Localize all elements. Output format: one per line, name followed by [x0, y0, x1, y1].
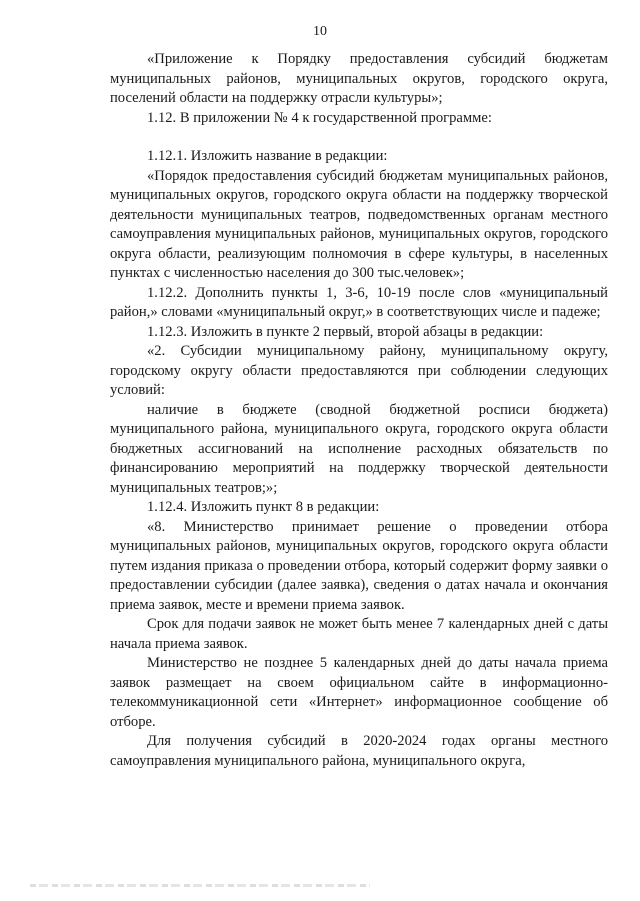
paragraph-appendix-title: «Приложение к Порядку предоставления субсидий бюджетам муниципальных районов, муниципальных округов, городского округа, поселений области на поддержку отрасли культуры»;	[110, 51, 608, 106]
paragraph-deadline: Срок для подачи заявок не может быть менее 7 календарных дней с даты начала приема заявок.	[110, 616, 608, 652]
scan-artifact-line	[30, 884, 370, 887]
paragraph-clause-2: «2. Субсидии муниципальному району, муниципальному округу, городскому округу области предоставляются при соблюдении следующих условий:	[110, 343, 608, 398]
paragraph-announcement: Министерство не позднее 5 календарных дней до даты начала приема заявок размещает на своем официальном сайте в информационно-телекоммуникационной сети «Интернет» информационное сообщение об отборе.	[110, 655, 608, 730]
document-body	[110, 50, 608, 771]
paragraph-1-12-2: 1.12.2. Дополнить пункты 1, 3-6, 10-19 после слов «муниципальный район,» словами «муниципальный округ,» в соответствующих числе и падеже;	[110, 284, 608, 320]
blank-line	[110, 128, 608, 147]
paragraph-clause-8: «8. Министерство принимает решение о проведении отбора муниципальных районов, муниципальных округов, городского округа области путем издания приказа о проведении отбора, который содержит форму заявки о предоставлении субсидии (далее заявка), сведения о датах начала и окончания приема заявок, месте и времени приема заявок.	[110, 518, 608, 613]
paragraph-condition: наличие в бюджете (сводной бюджетной росписи бюджета) муниципального района, муниципального округа, городского округа области бюджетных ассигнований на исполнение расходных обязательств по финансированию мероприятий на поддержку творческой деятельности муниципальных театров;»;	[110, 401, 608, 496]
paragraph-1-12: 1.12. В приложении № 4 к государственной программе:	[147, 109, 492, 126]
paragraph-subsidies-2020-2024: Для получения субсидий в 2020-2024 годах органы местного самоуправления муниципального района, муниципального округа,	[110, 733, 608, 769]
paragraph-procedure-title: «Порядок предоставления субсидий бюджетам муниципальных районов, муниципальных округов, городского округа области на поддержку творческой деятельности муниципальных театров, подведомственных органам местного самоуправления муниципальных районов, муниципальных округов, городского округа области, реализующим полномочия в сфере культуры, в населенных пунктах с численностью населения до 300 тыс.человек»;	[110, 167, 608, 281]
paragraph-1-12-3: 1.12.3. Изложить в пункте 2 первый, второй абзацы в редакции:	[147, 323, 544, 340]
page-number: 10	[313, 24, 327, 39]
paragraph-1-12-1: 1.12.1. Изложить название в редакции:	[147, 148, 388, 164]
paragraph-1-12-4: 1.12.4. Изложить пункт 8 в редакции:	[147, 499, 380, 515]
